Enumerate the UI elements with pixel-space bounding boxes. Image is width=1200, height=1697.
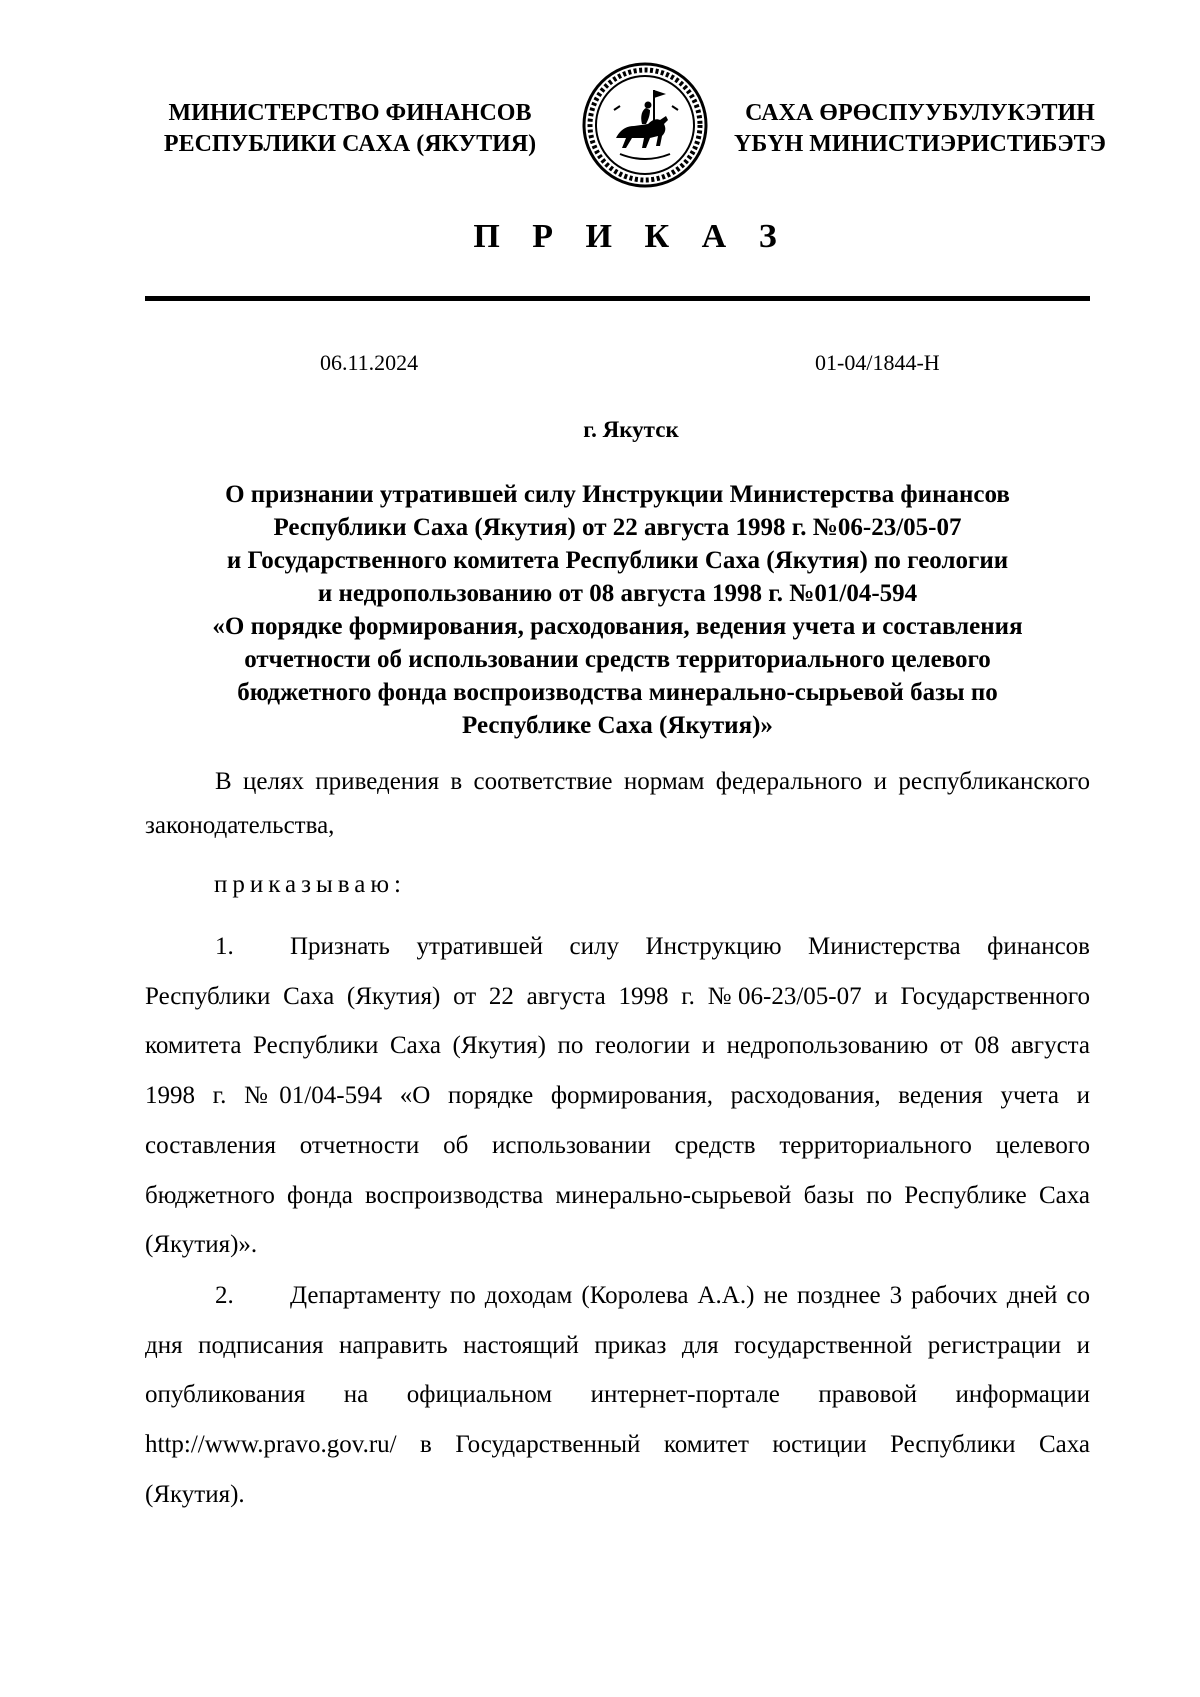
item-number: 2. xyxy=(215,1282,234,1309)
subject-line: бюджетного фонда воспроизводства минерально-сырьевой базы по xyxy=(237,679,998,706)
ministry-name-yakut-line-2: ҮБҮН МИНИСТИЭРИСТИБЭТЭ xyxy=(734,131,1106,157)
ministry-name-yakut-line-1: САХА ӨРӨСПУУБУЛУКЭТИН xyxy=(745,100,1095,126)
subject-line: «О порядке формирования, расходования, ведения учета и составления xyxy=(212,613,1023,640)
city: г. Якутск xyxy=(583,417,679,442)
order-number: 01-04/1844-Н xyxy=(815,350,940,375)
item-text: Департаменту по доходам (Королева А.А.) не позднее 3 рабочих дней со дня подписания направить настоящий приказ для государственной регистрации и опубликования на официальном интернет-портале правовой информации http://www.pravo.gov.ru/ в Государственный комитет юстиции Республики Саха (Якутия). xyxy=(145,1282,1090,1508)
order-date: 06.11.2024 xyxy=(320,350,419,375)
ministry-name-yakut xyxy=(720,98,1120,160)
item-text: Признать утратившей силу Инструкцию Министерства финансов Республики Саха (Якутия) от 22 августа 1998 г. №06-23/05-07 и Государственного комитета Республики Саха (Якутия) по геологии и недропользованию от 08 августа 1998 г. №01/04-594 «О порядке формирования, расходования, ведения учета и составления отчетности об использовании средств территориального целевого бюджетного фонда воспроизводства минерально-сырьевой базы по Республике Саха (Якутия)». xyxy=(145,933,1090,1259)
ministry-name-russian xyxy=(140,98,560,160)
order-word: приказываю: xyxy=(214,871,406,898)
subject-line: Республики Саха (Якутия) от 22 августа 1998 г. №06-23/05-07 xyxy=(273,514,962,541)
ministry-name-line-2: РЕСПУБЛИКИ САХА (ЯКУТИЯ) xyxy=(163,131,537,157)
subject-line: и недропользованию от 08 августа 1998 г. №01/04-594 xyxy=(317,580,918,607)
subject-line: Республике Саха (Якутия)» xyxy=(462,712,773,739)
subject-line: О признании утратившей силу Инструкции Министерства финансов xyxy=(225,481,1010,508)
intro-text: В целях приведения в соответствие нормам федерального и республиканского законодательства, xyxy=(145,768,1090,839)
subject-line: и Государственного комитета Республики Саха (Якутия) по геологии xyxy=(226,547,1009,574)
item-number: 1. xyxy=(215,933,234,960)
order-item-1 xyxy=(145,922,1090,1270)
ministry-name-line-1: МИНИСТЕРСТВО ФИНАНСОВ xyxy=(168,100,532,126)
order-subject xyxy=(145,478,1090,742)
coat-of-arms-sakha-icon xyxy=(580,60,710,190)
header-divider xyxy=(145,296,1090,301)
subject-line: отчетности об использовании средств территориального целевого xyxy=(244,646,991,673)
document-title: П Р И К А З xyxy=(473,218,789,255)
order-item-2 xyxy=(145,1271,1090,1520)
intro-paragraph xyxy=(145,760,1090,848)
